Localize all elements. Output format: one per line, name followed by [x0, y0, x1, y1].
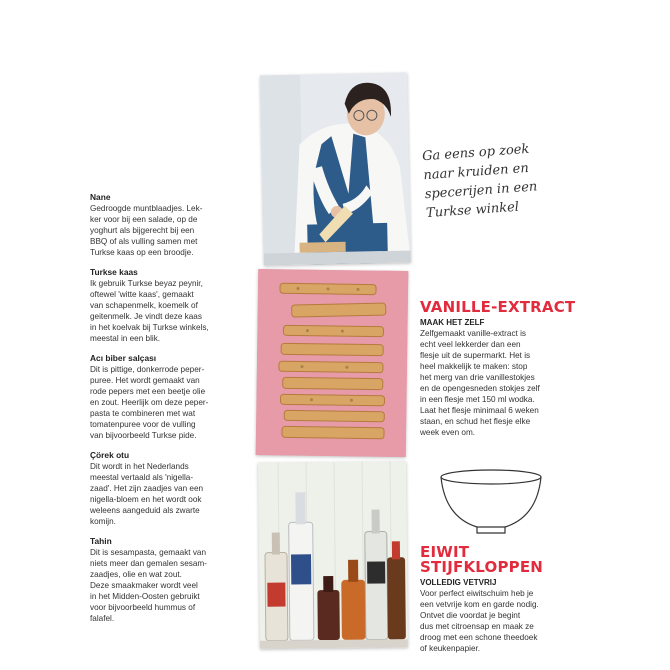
handwritten-note: Ga eens op zoek naar kruiden en specerijen in een Turkse winkel: [421, 141, 538, 222]
entry-body: Dit is pittige, donkerrode peper- puree. Het wordt gemaakt van rode pepers met een beetje olie en zout. Heerlijk om deze peper- pasta te combineren met wat tomatenpuree voor de vulling van bijvoorbeeld Turkse pide.: [90, 365, 209, 440]
bottles-illustration: [258, 461, 408, 649]
entry-nane: [90, 192, 250, 258]
glossary-column: [90, 192, 250, 633]
bottles-photo: [258, 461, 408, 649]
entry-turkse-kaas: [90, 267, 250, 344]
entry-title: Tahin: [90, 536, 112, 546]
vanille-extract-section: [420, 300, 600, 438]
entry-body: Ik gebruik Turkse beyaz peynir, oftewel 'witte kaas', gemaakt van schapenmelk, koemelk of geitenmelk. Je vindt deze kaas in het koelvak bij Turkse winkels, meestal in een blik.: [90, 279, 209, 343]
pastry-sticks-illustration: [256, 269, 409, 457]
entry-title: Nane: [90, 192, 111, 202]
entry-title: Turkse kaas: [90, 267, 138, 277]
entry-aci-biber-salcasi: [90, 353, 250, 441]
section-body: Voor perfect eiwitschuim heb je een vetvrije kom en garde nodig. Ontvet die voordat je begint dus met citroensap en maak ze droog met een schone theedoek of keukenpapier.: [420, 589, 539, 653]
entry-body: Gedroogde muntblaadjes. Lek- ker voor bij een salade, op de yoghurt als bijgerecht bij een BBQ of als vulling samen met Turkse kaas op een broodje.: [90, 204, 203, 257]
entry-tahin: [90, 536, 250, 624]
entry-body: Dit is sesampasta, gemaakt van niets meer dan gemalen sesam- zaadjes, olie en wat zout. Deze smaakmaker wordt veel in het Midden-Oosten gebruikt voor bijvoorbeeld hummus of falafel.: [90, 548, 207, 623]
entry-body: Dit wordt in het Nederlands meestal vertaald als 'nigella- zaad'. Het zijn zaadjes van een nigella-bloem en het wordt ook weleens aangeduid als zwarte komijn.: [90, 462, 204, 526]
chef-illustration: [260, 72, 411, 265]
chef-photo: [260, 72, 411, 265]
section-body: Zelfgemaakt vanille-extract is echt veel lekkerder dan een flesje uit de supermarkt. Het is heel makkelijk te maken: stop het merg van drie vanillestokjes en de opengesneden stokjes zelf in een flesje met 150 ml wodka. Laat het flesje minimaal 6 weken staan, en schud het flesje elke week even om.: [420, 329, 540, 437]
section-subtitle: MAAK HET ZELF: [420, 318, 485, 327]
bowl-icon: [437, 467, 545, 539]
section-subtitle: VOLLEDIG VETVRIJ: [420, 578, 497, 587]
section-title: EIWIT STIJFKLOPPEN: [420, 543, 544, 576]
eiwit-section: [420, 545, 600, 654]
pastry-sticks-photo: [256, 269, 409, 457]
entry-corek-otu: [90, 450, 250, 527]
entry-title: Acı biber salçası: [90, 353, 157, 363]
entry-title: Çörek otu: [90, 450, 130, 460]
section-title: VANILLE-EXTRACT: [420, 298, 576, 316]
